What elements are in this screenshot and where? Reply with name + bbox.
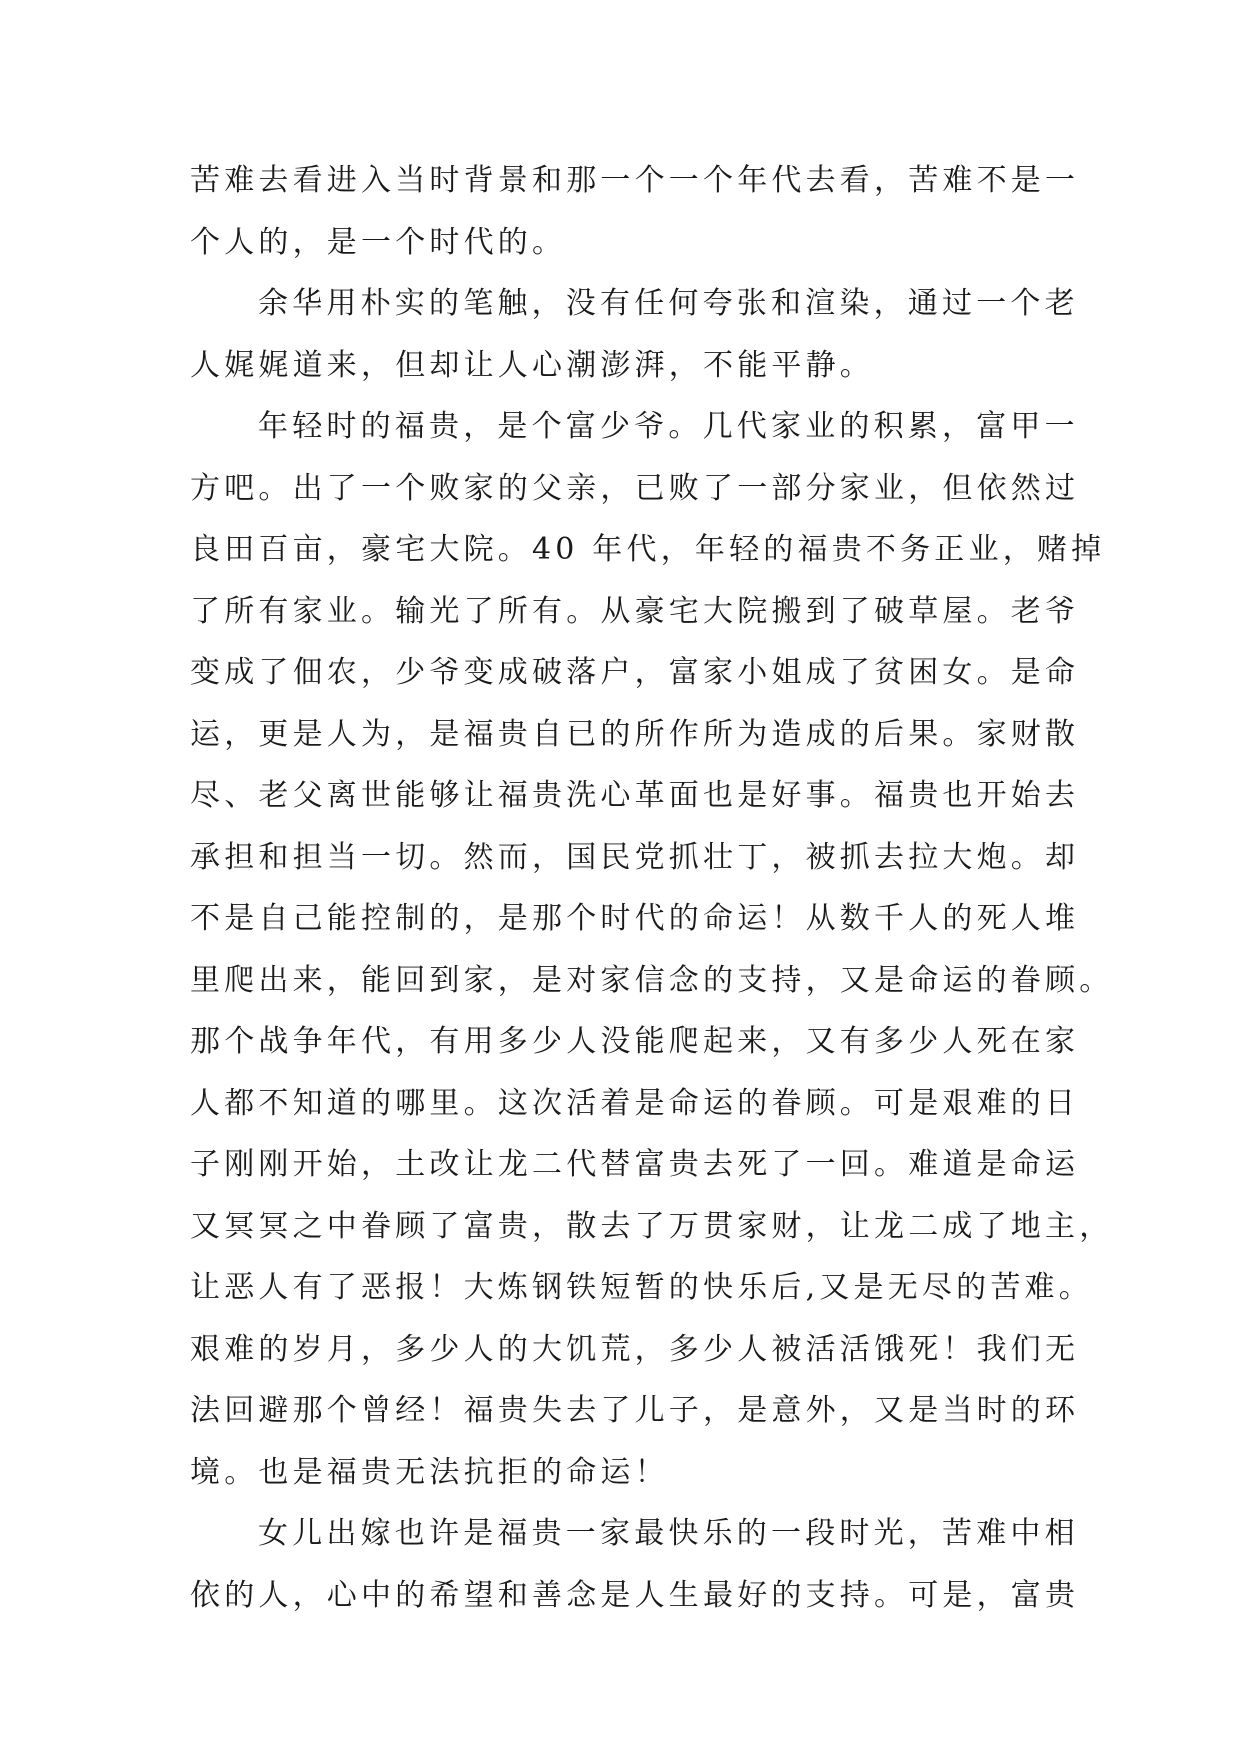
- text-line: 运，更是人为，是福贵自已的所作所为造成的后果。家财散: [190, 716, 1080, 752]
- text-line: 良田百亩，豪宅大院。40 年代，年轻的福贵不务正业，赌掉: [190, 532, 1106, 567]
- text-line: 人都不知道的哪里。这次活着是命运的眷顾。可是艰难的日: [190, 1085, 1080, 1121]
- text-line: 让恶人有了恶报！大炼钢铁短暂的快乐后,又是无尽的苦难。: [190, 1270, 1093, 1305]
- text-line: 那个战争年代，有用多少人没能爬起来，又有多少人死在家: [190, 1024, 1080, 1059]
- text-line: 里爬出来，能回到家，是对家信念的支持，又是命运的眷顾。: [190, 962, 1114, 998]
- text-line: 个人的，是一个时代的。: [190, 224, 567, 260]
- text-line: 依的人，心中的希望和善念是人生最好的支持。可是，富贵: [190, 1577, 1080, 1613]
- text-line: 女儿出嫁也许是福贵一家最快乐的一段时光，苦难中相: [258, 1516, 1079, 1551]
- text-line: 方吧。出了一个败家的父亲，已败了一部分家业，但依然过: [190, 470, 1080, 506]
- text-line: 年轻时的福贵，是个富少爷。几代家业的积累，富甲一: [258, 409, 1079, 444]
- text-line: 人娓娓道来，但却让人心潮澎湃，不能平静。: [190, 347, 874, 383]
- text-line: 不是自己能控制的，是那个时代的命运！从数千人的死人堆: [190, 901, 1080, 936]
- text-line: 承担和担当一切。然而，国民党抓壮丁，被抓去拉大炮。却: [190, 839, 1080, 875]
- text-line: 变成了佃农，少爷变成破落户，富家小姐成了贫困女。是命: [190, 655, 1080, 690]
- document-body: [190, 150, 1114, 1626]
- text-line: 艰难的岁月，多少人的大饥荒，多少人被活活饿死！我们无: [190, 1331, 1080, 1367]
- text-line: 苦难去看进入当时背景和那一个一个年代去看，苦难不是一: [190, 163, 1080, 198]
- text-line: 子刚刚开始，土改让龙二代替富贵去死了一回。难道是命运: [190, 1147, 1080, 1182]
- text-line: 法回避那个曾经！福贵失去了儿子，是意外，又是当时的环: [190, 1393, 1080, 1428]
- text-line: 尽、老父离世能够让福贵洗心革面也是好事。福贵也开始去: [190, 778, 1080, 813]
- text-line: 余华用朴实的笔触，没有任何夸张和渲染，通过一个老: [258, 286, 1079, 321]
- text-line: 境。也是福贵无法抗拒的命运！: [190, 1454, 669, 1490]
- text-line: 了所有家业。输光了所有。从豪宅大院搬到了破草屋。老爷: [190, 593, 1080, 629]
- text-line: 又冥冥之中眷顾了富贵，散去了万贯家财，让龙二成了地主，: [190, 1208, 1114, 1244]
